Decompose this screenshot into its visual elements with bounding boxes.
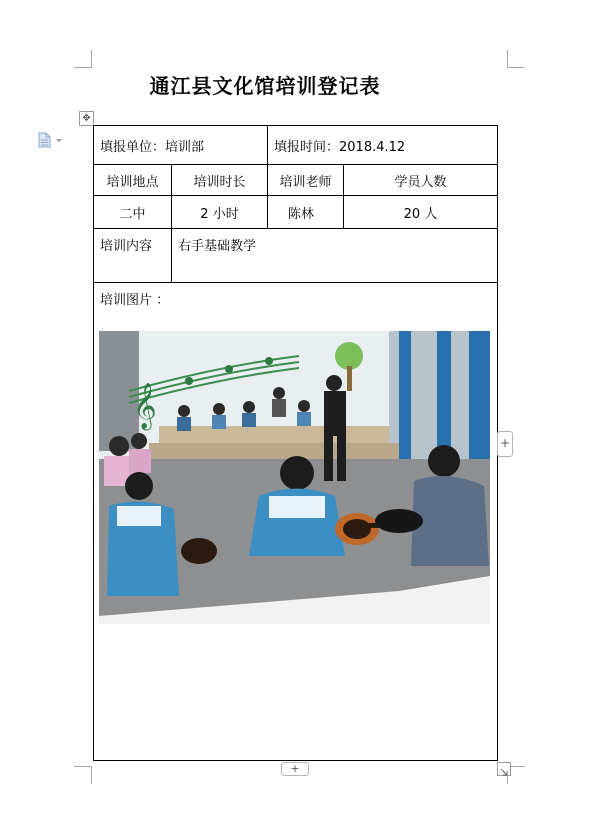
document-menu-button[interactable] — [38, 132, 68, 148]
table-row — [94, 126, 498, 165]
table-row — [94, 165, 498, 196]
add-column-button[interactable]: + — [497, 431, 513, 457]
crop-mark-top-left-h — [74, 67, 92, 68]
value-duration[interactable]: 2 小时 — [172, 196, 268, 229]
crop-mark-bottom-left-h — [74, 766, 92, 767]
table-row — [94, 196, 498, 229]
training-photo — [99, 331, 490, 624]
content-value[interactable]: 右手基础教学 — [172, 229, 498, 283]
time-cell[interactable] — [268, 126, 498, 165]
header-location[interactable]: 培训地点 — [94, 165, 172, 196]
value-location[interactable]: 二中 — [94, 196, 172, 229]
crop-mark-bottom-left-v — [91, 766, 92, 784]
chevron-down-icon — [56, 139, 62, 142]
header-teacher[interactable]: 培训老师 — [268, 165, 344, 196]
crop-mark-top-right-h — [507, 67, 525, 68]
table-row — [94, 229, 498, 283]
unit-cell[interactable] — [94, 126, 268, 165]
table-move-handle-icon[interactable]: ✥ — [79, 111, 94, 126]
svg-text:𝄞: 𝄞 — [133, 383, 157, 429]
photo-label: 培训图片 ： — [100, 293, 170, 308]
time-value: 2018.4.12 — [339, 139, 406, 155]
unit-value: 培训部 — [165, 139, 205, 155]
value-teacher[interactable]: 陈林 — [268, 196, 344, 229]
time-label: 填报时间： — [274, 139, 340, 155]
header-duration[interactable]: 培训时长 — [172, 165, 268, 196]
unit-label: 填报单位： — [100, 139, 166, 155]
content-label[interactable]: 培训内容 — [94, 229, 172, 283]
document-icon — [38, 132, 68, 148]
document-title: 通江县文化馆培训登记表 — [149, 74, 381, 98]
table-resize-handle-icon[interactable] — [497, 762, 511, 776]
resize-icon — [498, 766, 510, 778]
add-row-button[interactable]: + — [281, 762, 309, 776]
crop-mark-top-right-v — [507, 50, 508, 68]
header-count[interactable]: 学员人数 — [344, 165, 498, 196]
crop-mark-top-left-v — [91, 50, 92, 68]
value-count[interactable]: 20 人 — [344, 196, 498, 229]
